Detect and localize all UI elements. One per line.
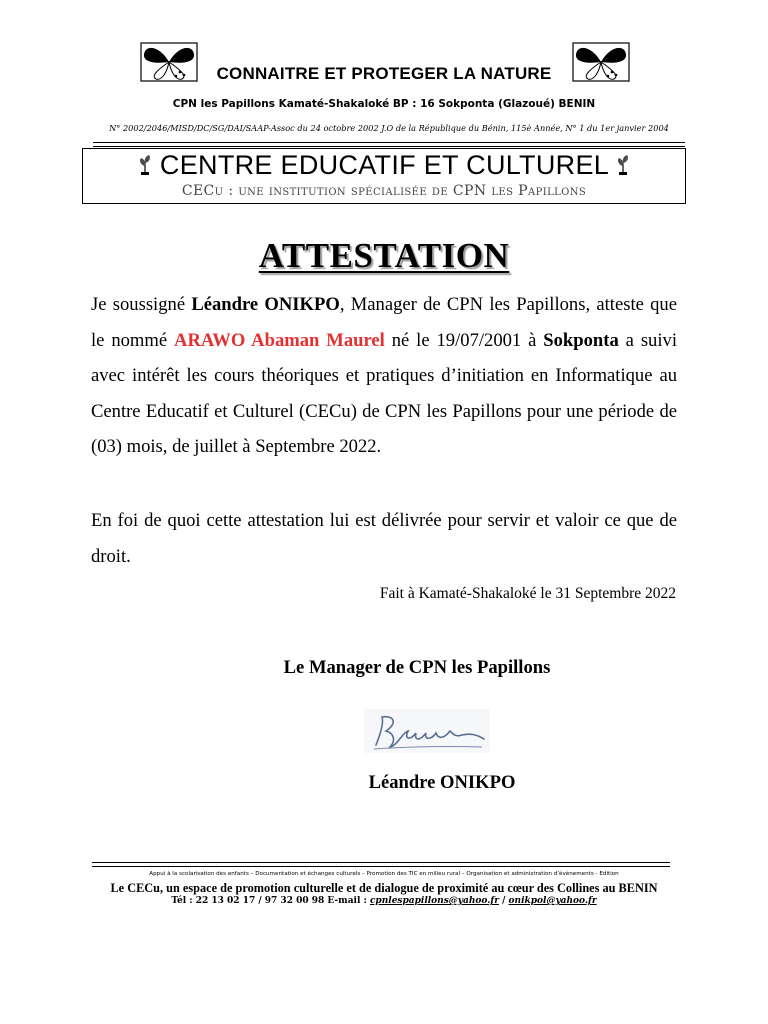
birthplace: Sokponta bbox=[543, 329, 619, 351]
plant-icon-right bbox=[616, 154, 630, 176]
footer-contact bbox=[0, 896, 768, 906]
p1-text-2: , Manager de CPN les Papillons, atteste que le nommé bbox=[91, 294, 677, 351]
signatory-title: Le Manager de CPN les Papillons bbox=[283, 657, 551, 678]
center-title: CENTRE EDUCATIF ET CULTUREL bbox=[159, 150, 609, 180]
center-title-line bbox=[82, 150, 686, 181]
email-link-1[interactable]: cpnlespapillons@yahoo.fr bbox=[369, 896, 499, 906]
contact-phone: Tél : 22 13 02 17 / 97 32 00 98 E-mail : bbox=[171, 896, 370, 906]
signer-name-inline: Léandre ONIKPO bbox=[191, 294, 340, 315]
plant-icon-left bbox=[138, 154, 152, 176]
registration-line: N° 2002/2046/MISD/DC/SG/DAI/SAAP-Assoc du 24 octobre 2002 J.O de la République du Bénin, 115è Année, N° 1 du 1er janvier 2004 bbox=[109, 123, 669, 133]
org-motto: CONNAITRE ET PROTEGER LA NATURE bbox=[216, 64, 552, 83]
closing-paragraph: En foi de quoi cette attestation lui est délivrée pour servir et valoir ce que de droit. bbox=[91, 510, 677, 567]
p1-text-1: Je soussigné bbox=[91, 294, 192, 315]
center-subtitle: CECu : une institution spécialisée de CPN les Papillons bbox=[181, 183, 587, 199]
handwritten-signature bbox=[364, 709, 490, 753]
document-title: ATTESTATION bbox=[258, 236, 510, 275]
header-divider bbox=[93, 142, 685, 147]
footer-tagline: Le CECu, un espace de promotion culturelle et de dialogue de proximité au cœur des Collines au BENIN bbox=[110, 881, 658, 895]
place-and-date: Fait à Kamaté-Shakaloké le 31 Septembre 2022 bbox=[379, 585, 676, 602]
student-name: ARAWO Abaman Maurel bbox=[174, 329, 385, 351]
email-link-2[interactable]: onikpol@yahoo.fr bbox=[508, 896, 597, 906]
attestation-paragraph bbox=[91, 287, 677, 465]
signatory-name: Léandre ONIKPO bbox=[368, 772, 516, 793]
footer-activities: Appui à la scolarisation des enfants – Documentation et échanges culturels – Promotion des TIC en milieu rural – Organisation et administration d’évènements - Edition bbox=[149, 871, 619, 877]
email-separator: / bbox=[498, 896, 509, 906]
footer-divider bbox=[92, 862, 670, 867]
p1-text-3: né le 19/07/2001 à bbox=[384, 329, 544, 351]
p1-text-4: a suivi avec intérêt les cours théoriques et pratiques d’initiation en Informatique au Centre Educatif et Culturel (CECu) de CPN les Papillons pour une période de (03) mois, de juillet à Septembre 2022. bbox=[91, 329, 677, 457]
org-address: CPN les Papillons Kamaté-Shakaloké BP : 16 Sokponta (Glazoué) BENIN bbox=[172, 98, 596, 110]
